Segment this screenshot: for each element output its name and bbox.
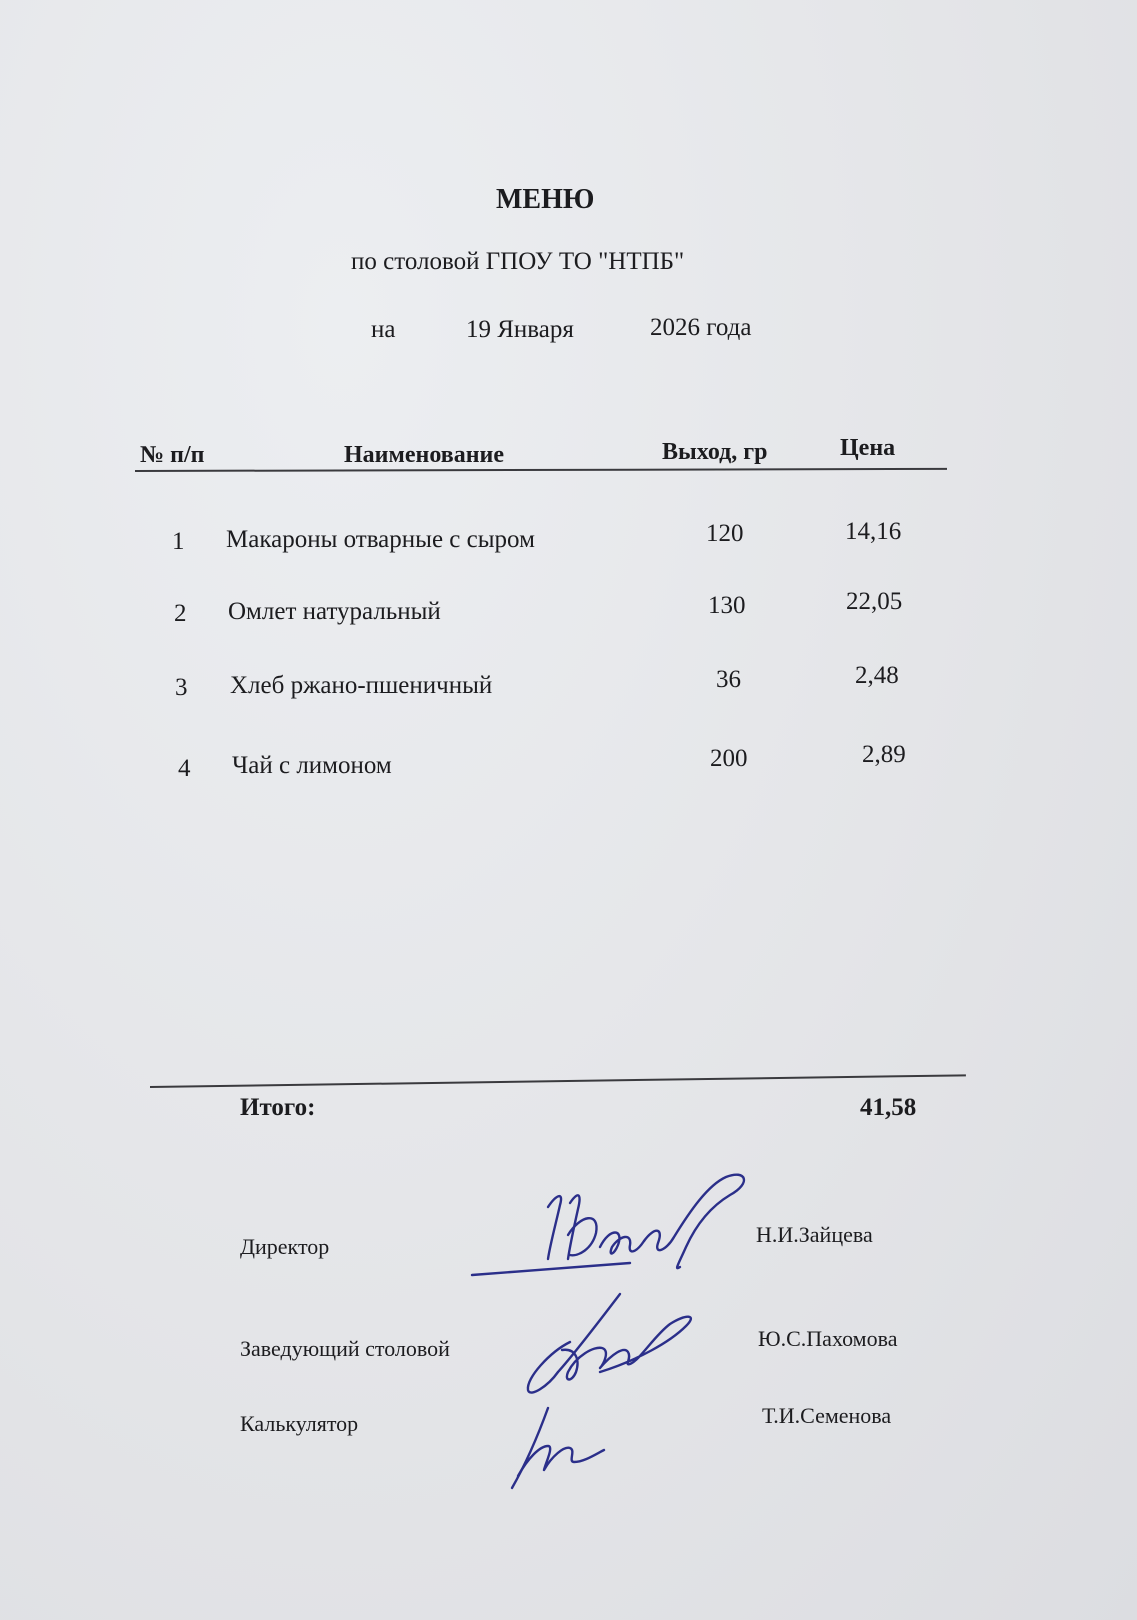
row-number: 3 xyxy=(175,674,188,701)
row-name: Чай с лимоном xyxy=(232,752,392,779)
row-name: Омлет натуральный xyxy=(228,598,441,625)
document-subtitle: по столовой ГПОУ ТО "НТПБ" xyxy=(351,248,685,275)
row-yield: 130 xyxy=(708,592,746,619)
date-day: 19 Января xyxy=(466,316,574,343)
signature-name-director: Н.И.Зайцева xyxy=(756,1222,873,1247)
total-rule xyxy=(150,1074,966,1088)
row-price: 2,89 xyxy=(862,741,906,768)
row-yield: 120 xyxy=(706,520,744,547)
row-price: 2,48 xyxy=(855,662,899,689)
row-yield: 36 xyxy=(716,666,741,693)
row-number: 1 xyxy=(172,528,185,555)
signature-role-director: Директор xyxy=(240,1234,330,1259)
signature-role-canteen-head: Заведующий столовой xyxy=(240,1336,450,1361)
calculator-signature-graphic xyxy=(500,1400,630,1500)
row-number: 4 xyxy=(178,755,191,782)
row-price: 14,16 xyxy=(845,518,902,545)
signature-name-canteen-head: Ю.С.Пахомова xyxy=(758,1326,898,1351)
director-signature-graphic xyxy=(460,1175,780,1285)
row-name: Хлеб ржано-пшеничный xyxy=(230,672,493,699)
document-title: МЕНЮ xyxy=(496,184,595,215)
row-number: 2 xyxy=(174,600,187,627)
column-header-yield: Выход, гр xyxy=(662,439,768,465)
canteen-head-signature-graphic xyxy=(520,1290,710,1410)
signature-name-calculator: Т.И.Семенова xyxy=(762,1403,892,1428)
row-name: Макароны отварные с сыром xyxy=(226,526,535,553)
column-header-number: № п/п xyxy=(140,442,205,468)
row-yield: 200 xyxy=(710,745,748,772)
signature-role-calculator: Калькулятор xyxy=(240,1411,359,1436)
total-value: 41,58 xyxy=(860,1094,917,1121)
column-header-name: Наименование xyxy=(344,442,504,468)
header-underline xyxy=(135,468,947,472)
row-price: 22,05 xyxy=(846,588,903,615)
date-year: 2026 года xyxy=(650,314,752,341)
column-header-price: Цена xyxy=(840,435,896,461)
total-label: Итого: xyxy=(240,1094,316,1121)
date-prefix: на xyxy=(371,316,396,343)
